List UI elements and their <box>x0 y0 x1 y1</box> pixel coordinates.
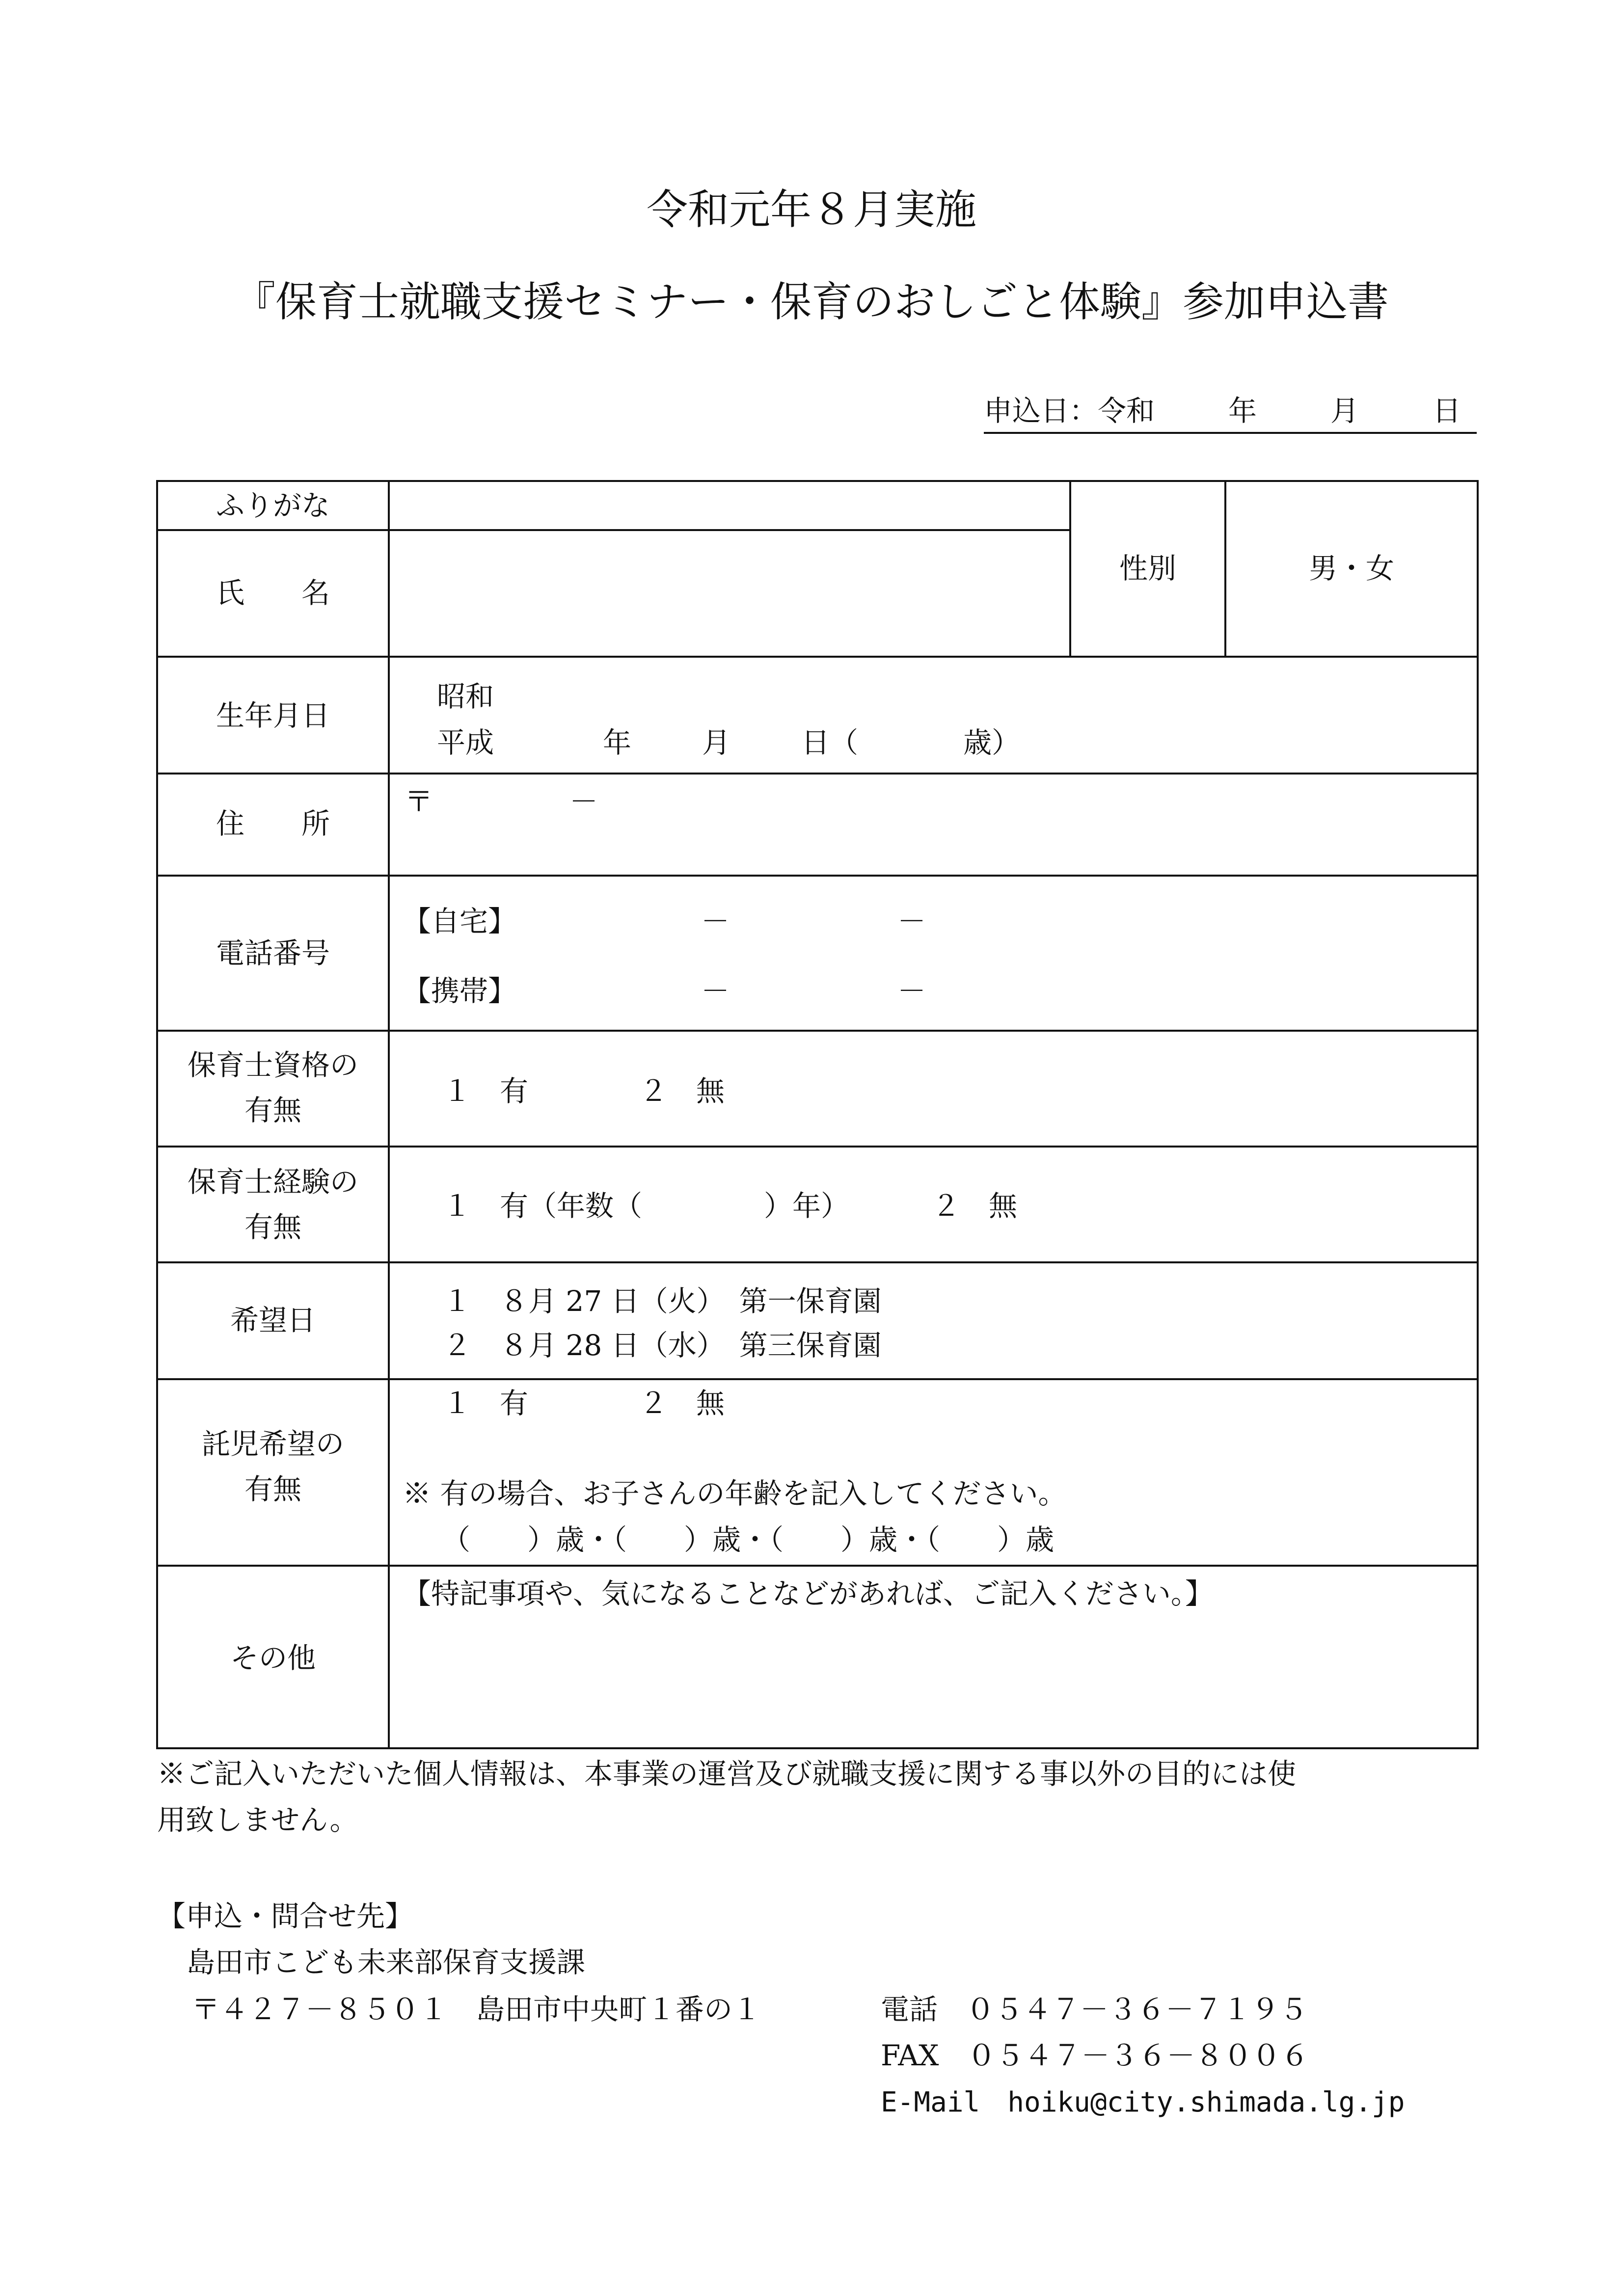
license-label-line1: 保育士資格の <box>187 1048 358 1082</box>
postal-dash: － <box>569 785 598 818</box>
phone-mobile-dash1: － <box>701 974 730 1008</box>
phone-label: 電話番号 <box>216 936 330 970</box>
license-label-line2: 有無 <box>244 1094 301 1127</box>
birth-year-unit: 年 <box>603 726 632 759</box>
furigana-separator-left <box>156 529 389 531</box>
address-label: 住 所 <box>216 807 330 840</box>
phone-home-dash2: － <box>897 905 926 938</box>
wish-date-label: 希望日 <box>230 1304 316 1337</box>
contact-email: E-Mail hoiku@city.shimada.lg.jp <box>881 2086 1405 2118</box>
row-separator <box>156 875 1477 877</box>
experience-option-yes: １ 有（年数（ <box>443 1189 643 1223</box>
childcare-ages: （ ）歳・（ ）歳・（ ）歳・（ ）歳 <box>442 1523 1055 1556</box>
furigana-separator <box>389 529 1070 531</box>
experience-label-line2: 有無 <box>244 1210 301 1244</box>
wish-date-option-1: １ ８月 27 日（火） 第一保育園 <box>443 1284 882 1318</box>
name-label: 氏 名 <box>216 576 330 610</box>
document-title-line1: 令和元年８月実施 <box>646 186 976 234</box>
childcare-note: ※ 有の場合、お子さんの年齢を記入してください。 <box>403 1477 1067 1510</box>
phone-home-dash1: － <box>701 905 730 938</box>
license-option-no: ２ 無 <box>639 1074 725 1108</box>
contact-address: 〒４２７－８５０１ 島田市中央町１番の１ <box>191 1993 761 2026</box>
document-title-line2: 『保育士就職支援セミナー・保育のおしごと体験』参加申込書 <box>234 278 1389 326</box>
row-separator <box>156 1261 1477 1263</box>
other-note: 【特記事項や、気になることなどがあれば、ご記入ください。】 <box>403 1577 1214 1610</box>
childcare-option-no: ２ 無 <box>639 1387 725 1420</box>
birth-era-showa: 昭和 <box>437 680 494 713</box>
phone-mobile-dash2: － <box>897 974 926 1008</box>
wish-date-option-2: ２ ８月 28 日（水） 第三保育園 <box>443 1329 882 1362</box>
contact-tel: 電話 ０５４７－３６－７１９５ <box>881 1993 1308 2026</box>
birth-day-unit: 日（ <box>801 726 859 759</box>
experience-label-line1: 保育士経験の <box>187 1165 358 1199</box>
license-option-yes: １ 有 <box>443 1074 529 1108</box>
gender-label: 性別 <box>1119 552 1176 585</box>
row-separator <box>156 773 1477 774</box>
application-date-line <box>984 388 1477 434</box>
other-label: その他 <box>230 1641 316 1675</box>
childcare-label-line1: 託児希望の <box>201 1427 344 1461</box>
furigana-label: ふりがな <box>216 489 330 522</box>
application-date-day: 日 <box>1433 394 1461 427</box>
row-separator <box>156 1565 1477 1567</box>
table-border-bottom <box>156 1747 1479 1749</box>
label-column-divider <box>388 480 390 1749</box>
privacy-note-line2: 用致しません。 <box>157 1803 358 1837</box>
table-border-right <box>1477 480 1479 1749</box>
childcare-option-yes: １ 有 <box>443 1387 529 1420</box>
birthdate-label: 生年月日 <box>216 699 330 732</box>
birth-age-unit: 歳） <box>963 726 1021 759</box>
application-date-month: 月 <box>1330 394 1359 427</box>
contact-department: 島田市こども未来部保育支援課 <box>187 1946 586 1979</box>
contact-heading: 【申込・問合せ先】 <box>157 1899 414 1933</box>
table-border-top <box>156 480 1477 482</box>
postal-mark: 〒 <box>405 785 433 818</box>
experience-option-no: ２ 無 <box>932 1189 1018 1223</box>
row-separator <box>156 1146 1477 1148</box>
gender-options: 男・女 <box>1308 552 1394 585</box>
privacy-note-line1: ※ご記入いただいた個人情報は、本事業の運営及び就職支援に関する事以外の目的には使 <box>157 1757 1297 1790</box>
birth-month-unit: 月 <box>702 726 731 759</box>
phone-home-label: 【自宅】 <box>403 905 517 938</box>
application-date-label: 申込日：令和 <box>984 394 1155 427</box>
row-separator <box>156 656 1477 658</box>
experience-years-close: ）年） <box>764 1189 850 1223</box>
row-separator <box>156 1378 1477 1380</box>
contact-fax: FAX ０５４７－３６－８００６ <box>881 2039 1309 2072</box>
application-date-year: 年 <box>1228 394 1257 427</box>
birth-era-heisei: 平成 <box>437 726 494 759</box>
childcare-label-line2: 有無 <box>244 1472 301 1506</box>
phone-mobile-label: 【携帯】 <box>403 974 517 1008</box>
row-separator <box>156 1030 1477 1032</box>
